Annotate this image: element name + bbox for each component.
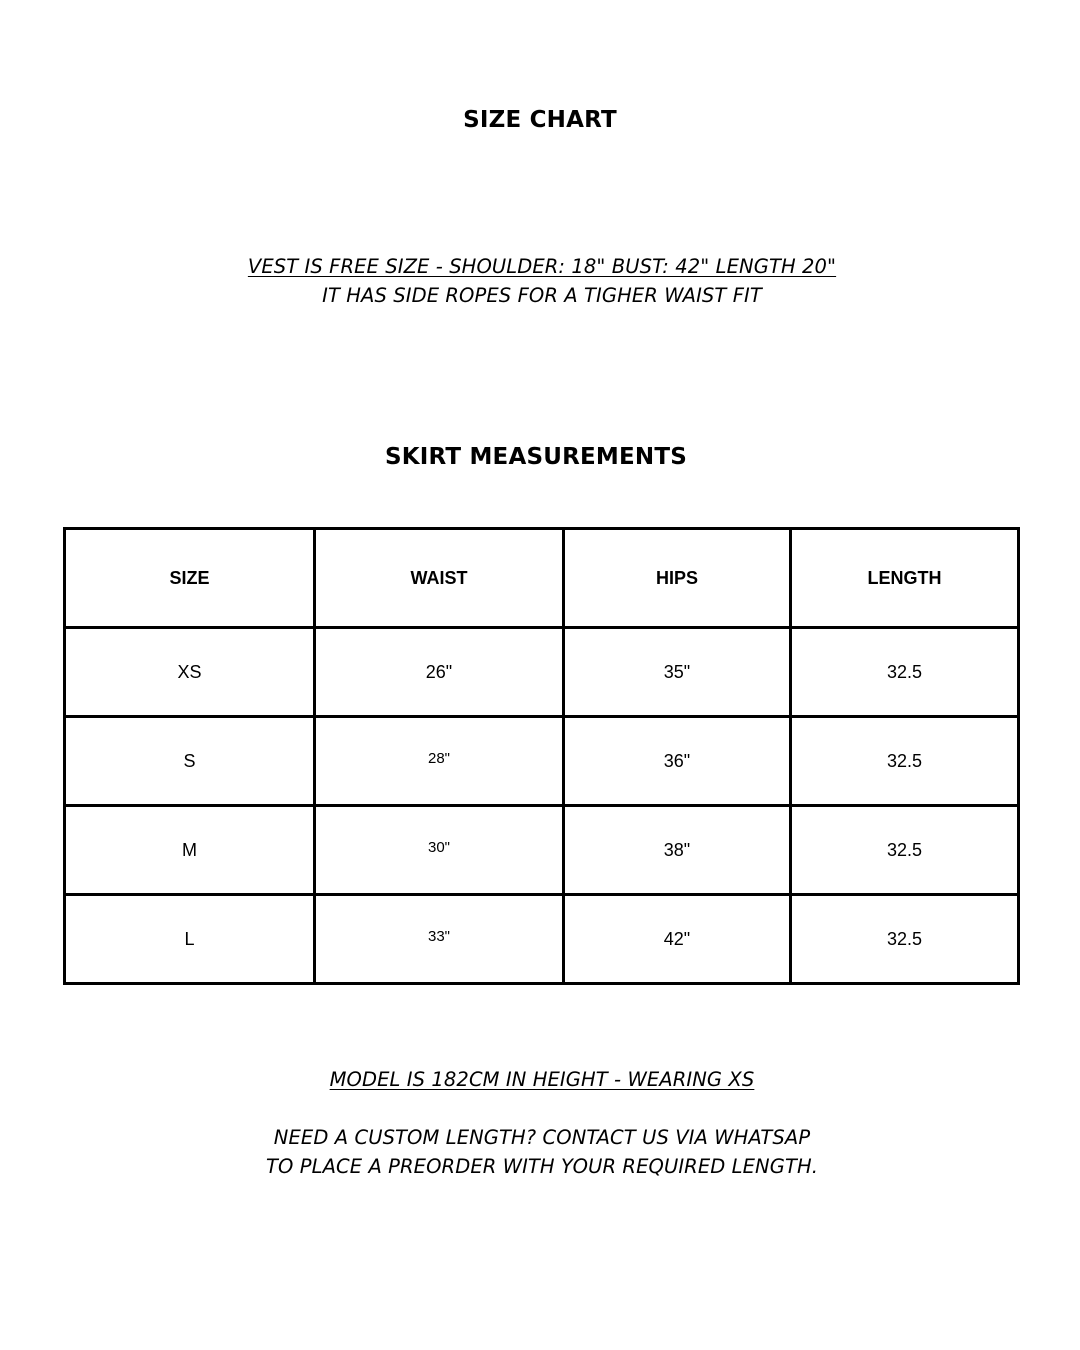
table-row <box>65 717 1019 806</box>
cell-hips: 36" <box>564 717 791 806</box>
cell-hips: 42" <box>564 895 791 984</box>
header-length: LENGTH <box>791 529 1019 628</box>
cell-size: S <box>65 717 315 806</box>
header-size: SIZE <box>65 529 315 628</box>
cell-waist-value: 28" <box>427 749 450 767</box>
cell-size: XS <box>65 628 315 717</box>
custom-info-line-2: TO PLACE A PREORDER WITH YOUR REQUIRED LENGTH. <box>265 1155 819 1178</box>
cell-length: 32.5 <box>791 806 1019 895</box>
cell-waist-value: 33" <box>427 927 450 945</box>
custom-length-info <box>2 1123 1080 1181</box>
vest-info <box>2 252 1080 310</box>
model-info <box>2 1065 1080 1094</box>
cell-waist: 26" <box>315 628 564 717</box>
cell-size: M <box>65 806 315 895</box>
header-waist: WAIST <box>315 529 564 628</box>
table-row <box>65 806 1019 895</box>
header-hips: HIPS <box>564 529 791 628</box>
table-row <box>65 628 1019 717</box>
cell-length: 32.5 <box>791 895 1019 984</box>
model-info-text: MODEL IS 182CM IN HEIGHT - WEARING XS <box>329 1068 755 1091</box>
cell-hips: 35" <box>564 628 791 717</box>
table-row <box>65 895 1019 984</box>
cell-hips: 38" <box>564 806 791 895</box>
cell-waist <box>315 895 564 984</box>
cell-waist <box>315 806 564 895</box>
skirt-measurements-heading: SKIRT MEASUREMENTS <box>384 444 688 470</box>
cell-size: L <box>65 895 315 984</box>
skirt-size-table <box>63 527 1020 985</box>
vest-info-line-2: IT HAS SIDE ROPES FOR A TIGHER WAIST FIT <box>322 284 762 307</box>
cell-waist <box>315 717 564 806</box>
custom-info-line-1: NEED A CUSTOM LENGTH? CONTACT US VIA WHATSAP <box>273 1126 811 1149</box>
cell-length: 32.5 <box>791 717 1019 806</box>
table-header-row <box>65 529 1019 628</box>
vest-info-line-1: VEST IS FREE SIZE - SHOULDER: 18" BUST: 42" LENGTH 20" <box>247 255 837 278</box>
cell-length: 32.5 <box>791 628 1019 717</box>
cell-waist-value: 30" <box>427 838 450 856</box>
page-title: SIZE CHART <box>463 107 617 133</box>
